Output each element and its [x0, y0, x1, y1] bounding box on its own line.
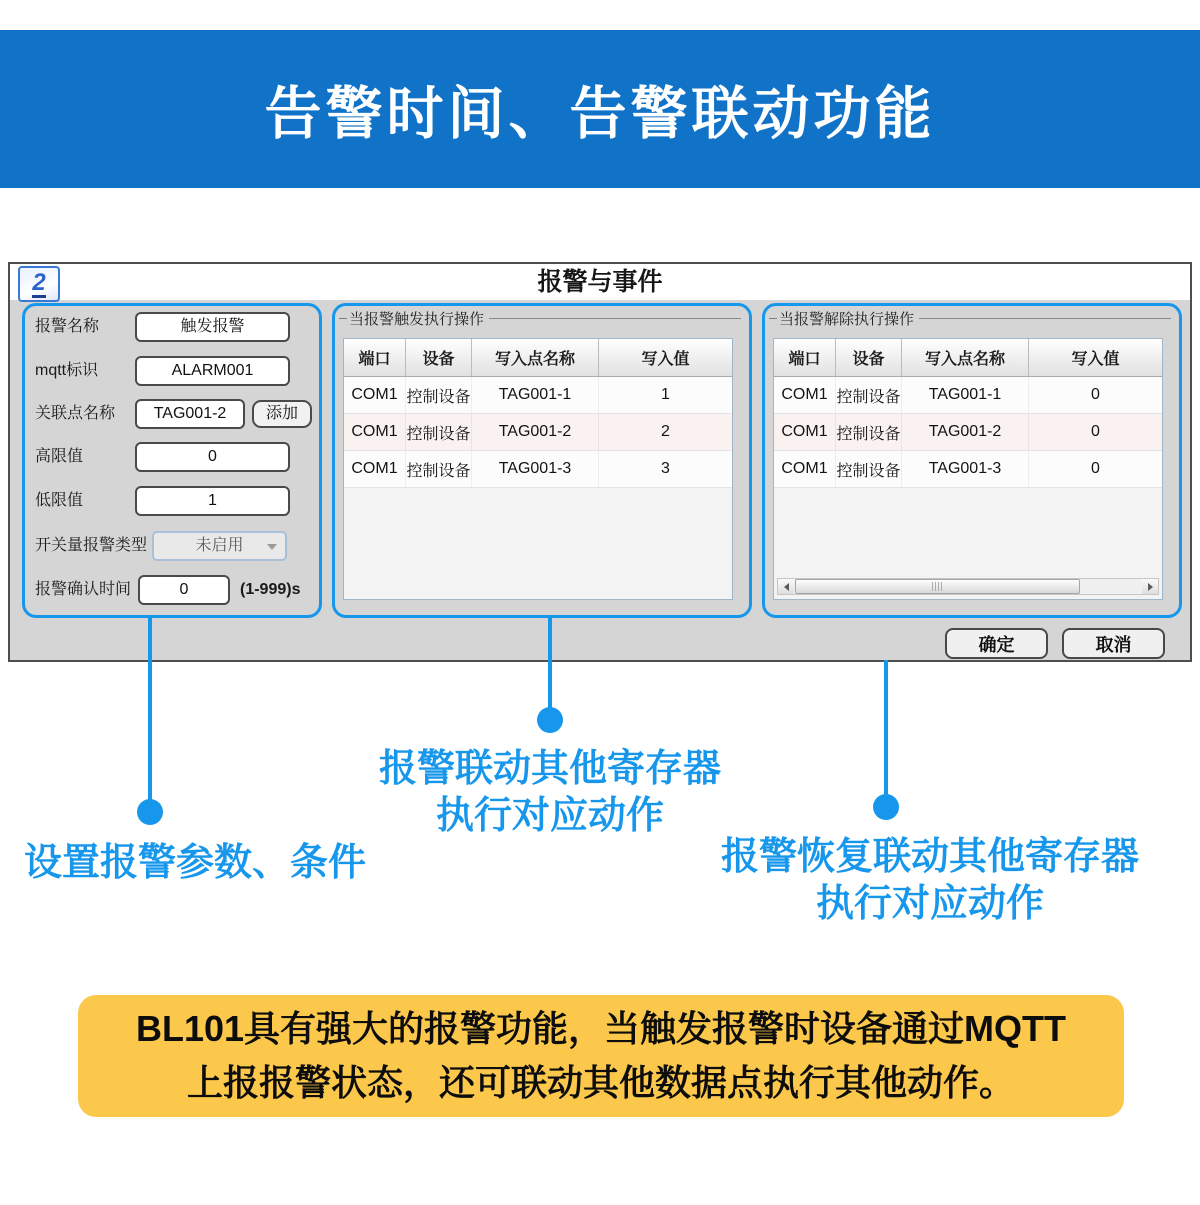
- scroll-left-button[interactable]: [778, 579, 794, 594]
- switch-alarm-type-label: 开关量报警类型: [35, 537, 148, 554]
- low-limit-label: 低限值: [35, 492, 84, 509]
- cell-write-point: TAG001-1: [902, 377, 1029, 413]
- cell-device: 控制设备: [836, 377, 902, 413]
- table-row[interactable]: [774, 451, 1162, 488]
- logo-glyph: 2: [32, 268, 46, 296]
- col-write-value: 写入值: [1071, 351, 1120, 368]
- cell-write-point: TAG001-3: [472, 451, 599, 487]
- confirm-time-label: 报警确认时间: [35, 581, 132, 598]
- switch-alarm-type-select[interactable]: [152, 531, 287, 561]
- table-row[interactable]: [774, 414, 1162, 451]
- col-port: 端口: [344, 339, 406, 376]
- alarm-events-dialog: [8, 262, 1192, 662]
- cell-write-value: 3: [661, 460, 670, 477]
- cell-device: 控制设备: [836, 451, 902, 487]
- callout-right-line1: 报警恢复联动其他寄存器: [720, 836, 1139, 878]
- add-button[interactable]: 添加: [252, 400, 312, 428]
- callout-dot-middle: [537, 707, 563, 733]
- dialog-title: 报警与事件: [537, 268, 663, 296]
- field-alarm-name: [25, 312, 319, 342]
- cell-write-value: 0: [1091, 386, 1100, 403]
- cell-write-point: TAG001-2: [472, 414, 599, 450]
- callout-dot-left: [137, 799, 163, 825]
- linked-point-label: 关联点名称: [35, 405, 116, 422]
- scrollbar-grip-icon: [932, 582, 943, 591]
- field-confirm-time: [25, 575, 319, 605]
- note-line1: BL101具有强大的报警功能，当触发报警时设备通过MQTT: [135, 1008, 1067, 1049]
- callout-line-right: [884, 660, 888, 798]
- cell-port: COM1: [774, 377, 836, 413]
- trigger-actions-panel: [332, 303, 752, 618]
- chevron-down-icon: [267, 544, 277, 550]
- callout-line-left: [148, 616, 152, 804]
- callout-text-left: [10, 840, 380, 887]
- col-write-point: 写入点名称: [902, 339, 1029, 376]
- alarm-name-input[interactable]: 触发报警: [135, 312, 290, 342]
- trigger-table: [343, 338, 733, 600]
- alarm-settings-panel: [22, 303, 322, 618]
- note-box: [78, 995, 1124, 1117]
- cell-write-value: 2: [661, 423, 670, 440]
- confirm-time-input[interactable]: 0: [138, 575, 230, 605]
- low-limit-input[interactable]: 1: [135, 486, 290, 516]
- legend-line: [919, 318, 1171, 319]
- confirm-time-range: (1-999)s: [240, 581, 301, 598]
- cell-port: COM1: [344, 451, 406, 487]
- cell-write-point: TAG001-2: [902, 414, 1029, 450]
- cell-device: 控制设备: [406, 414, 472, 450]
- table-row[interactable]: [344, 451, 732, 488]
- linked-point-input[interactable]: TAG001-2: [135, 399, 245, 429]
- app-logo-icon: [18, 266, 60, 302]
- scroll-left-icon: [784, 583, 789, 591]
- legend-dash: [339, 318, 347, 319]
- release-group-legend: [769, 308, 1171, 328]
- note-line2: 上报报警状态，还可联动其他数据点执行其他动作。: [186, 1062, 1015, 1103]
- switch-alarm-type-value: 未启用: [195, 537, 244, 554]
- cell-port: COM1: [774, 414, 836, 450]
- cell-device: 控制设备: [836, 414, 902, 450]
- alarm-name-label: 报警名称: [35, 318, 100, 335]
- release-legend-text: 当报警解除执行操作: [779, 310, 915, 328]
- mqtt-id-input[interactable]: ALARM001: [135, 356, 290, 386]
- cell-write-point: TAG001-3: [902, 451, 1029, 487]
- field-high-limit: [25, 442, 319, 472]
- release-table-header: [774, 339, 1162, 377]
- callout-dot-right: [873, 794, 899, 820]
- col-write-value: 写入值: [641, 351, 690, 368]
- release-actions-panel: [762, 303, 1182, 618]
- cell-device: 控制设备: [406, 377, 472, 413]
- cell-write-value: 0: [1091, 423, 1100, 440]
- table-row[interactable]: [774, 377, 1162, 414]
- scrollbar-track[interactable]: [794, 579, 1142, 594]
- trigger-group-legend: [339, 308, 741, 328]
- col-port: 端口: [774, 339, 836, 376]
- field-switch-alarm-type: [25, 531, 319, 561]
- cell-port: COM1: [344, 377, 406, 413]
- legend-dash: [769, 318, 777, 319]
- field-mqtt-id: [25, 356, 319, 386]
- cell-port: COM1: [344, 414, 406, 450]
- scroll-right-button[interactable]: [1142, 579, 1158, 594]
- table-row[interactable]: [344, 377, 732, 414]
- cell-device: 控制设备: [406, 451, 472, 487]
- table-row[interactable]: [344, 414, 732, 451]
- cancel-button[interactable]: 取消: [1062, 628, 1165, 659]
- ok-button[interactable]: 确定: [945, 628, 1048, 659]
- release-table: [773, 338, 1163, 600]
- cell-write-point: TAG001-1: [472, 377, 599, 413]
- field-low-limit: [25, 486, 319, 516]
- callout-left-line1: 设置报警参数、条件: [23, 842, 366, 884]
- col-device: 设备: [406, 339, 472, 376]
- trigger-legend-text: 当报警触发执行操作: [349, 310, 485, 328]
- callout-middle-line2: 执行对应动作: [435, 795, 664, 837]
- high-limit-input[interactable]: 0: [135, 442, 290, 472]
- field-linked-point: [25, 399, 319, 429]
- cell-write-value: 0: [1091, 460, 1100, 477]
- callout-text-middle: [330, 746, 770, 840]
- cell-port: COM1: [774, 451, 836, 487]
- page-title: 告警时间、告警联动功能: [264, 82, 936, 146]
- callout-right-line2: 执行对应动作: [815, 883, 1044, 925]
- horizontal-scrollbar[interactable]: [777, 578, 1159, 595]
- callout-line-middle: [548, 616, 552, 712]
- trigger-table-header: [344, 339, 732, 377]
- scrollbar-thumb[interactable]: [795, 579, 1080, 594]
- cell-write-value: 1: [661, 386, 670, 403]
- callout-text-right: [700, 834, 1160, 928]
- high-limit-label: 高限值: [35, 448, 84, 465]
- mqtt-id-label: mqtt标识: [35, 362, 99, 379]
- col-write-point: 写入点名称: [472, 339, 599, 376]
- col-device: 设备: [836, 339, 902, 376]
- legend-line: [489, 318, 741, 319]
- scroll-right-icon: [1148, 583, 1153, 591]
- dialog-titlebar: [10, 264, 1190, 300]
- header-banner: [0, 30, 1200, 188]
- callout-middle-line1: 报警联动其他寄存器: [378, 748, 721, 790]
